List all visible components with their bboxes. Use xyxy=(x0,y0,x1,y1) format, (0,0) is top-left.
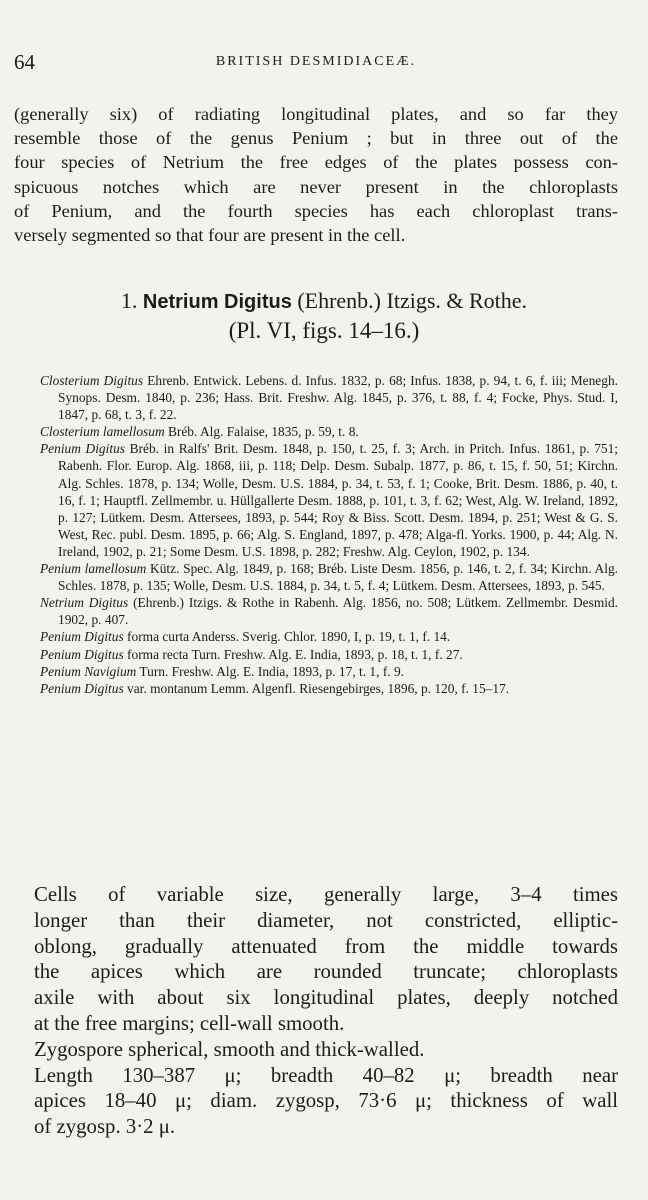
species-description xyxy=(14,882,618,1140)
species-number: 1. xyxy=(120,288,138,313)
intro-paragraph xyxy=(14,102,618,247)
intro-line: resemble those of the genus Penium ; but in three out of the xyxy=(14,128,618,149)
synonym-name: Closterium lamellosum xyxy=(40,424,165,440)
description-line: apices 18–40 μ; diam. zygosp, 73·6 μ; thickness of wall xyxy=(34,1089,618,1113)
synonym-entry xyxy=(40,628,618,645)
description-line: axile with about six longitudinal plates, deeply notched xyxy=(34,986,618,1010)
intro-line: (generally six) of radiating longitudinal plates, and so far they xyxy=(14,104,618,124)
synonym-citation: Bréb. in Ralfs' Brit. Desm. 1848, p. 150, t. 25, f. 3; Arch. in Pritch. Infus. 1861, p. 751; Rabenh. Flor. Europ. Alg. 1868, iii, p. 118; Delp. Desm. Subalp. 1877, p. 86, t. 15, f. 50, 51; Kirchn. Alg. Schles. 1878, p. 134; Wolle, Desm. U.S. 1884, p. 34, t. 53, f. 1; Cooke, Brit. Desm. 1886, p. 40, t. 16, f. 1; Hauptfl. Zellmembr. u. Hüllgallerte Desm. 1888, p. 101, t. 3, f. 62; West, Alg. W. Ireland, 1892, p. 127; Lütkem. Desm. Attersees, 1893, p. 544; Roy & Biss. Scott. Desm. 1894, p. 251; West & G. S. West, Rec. publ. Desm. 1895, p. 66; Alg. S. England, 1897, p. 478; Alga-fl. Yorks. 1900, p. 44; Alg. N. Ireland, 1902, p. 21; Some Desm. U.S. 1898, p. 282; Freshw. Alg. Ceylon, 1902, p. 134. xyxy=(58,441,618,559)
synonym-entry xyxy=(40,372,618,423)
synonym-name: Penium Digitus xyxy=(40,629,124,645)
description-line: Cells of variable size, generally large, 3–4 times xyxy=(34,883,618,906)
description-line: Length 130–387 μ; breadth 40–82 μ; breadth near xyxy=(34,1063,618,1087)
description-line: of zygosp. 3·2 μ. xyxy=(34,1115,176,1139)
page-header xyxy=(14,50,618,74)
synonym-name: Penium Digitus xyxy=(40,441,125,457)
page-number: 64 xyxy=(14,50,35,74)
description-line: oblong, gradually attenuated from the middle towards xyxy=(34,934,618,958)
intro-line: spicuous notches which are never present in the chloroplasts xyxy=(14,176,618,197)
synonym-entry xyxy=(40,440,618,560)
species-name: Netrium Digitus xyxy=(142,291,292,313)
synonym-citation: Ehrenb. Entwick. Lebens. d. Infus. 1832, p. 68; Infus. 1838, p. 94, t. 6, f. iii; Menegh. Synops. Desm. 1840, p. 236; Hass. Brit. Freshw. Alg. 1845, p. 376, t. 88, f. 4; Focke, Phys. Stud. I, 1847, p. 68, t. 3, f. 22. xyxy=(58,373,618,423)
synonym-entry xyxy=(40,663,618,680)
intro-line: of Penium, and the fourth species has each chloroplast trans- xyxy=(14,200,618,221)
description-line: the apices which are rounded truncate; chloroplasts xyxy=(34,960,618,984)
plate-reference: (Pl. VI, figs. 14–16.) xyxy=(228,318,420,343)
running-head: BRITISH DESMIDIACEÆ. xyxy=(215,54,417,69)
description-line: longer than their diameter, not constricted, elliptic- xyxy=(34,908,618,932)
synonym-entry xyxy=(40,594,618,628)
synonym-citation: Kütz. Spec. Alg. 1849, p. 168; Bréb. Liste Desm. 1856, p. 146, t. 2, f. 34; Kirchn. Alg. Schles. 1878, p. 135; Wolle, Desm. U.S. 1884, p. 34, t. 5, f. 4; Lütkem. Desm. Attersees, 1893, p. 545. xyxy=(58,561,618,594)
synonym-citation: Bréb. Alg. Falaise, 1835, p. 59, t. 8. xyxy=(164,424,359,440)
synonym-name: Penium Digitus xyxy=(40,680,124,696)
synonym-citation: forma recta Turn. Freshw. Alg. E. India, 1893, p. 18, t. 1, f. 27. xyxy=(123,646,463,662)
measurements xyxy=(14,1063,618,1140)
synonym-entry xyxy=(40,680,618,697)
description-line: at the free margins; cell-wall smooth. xyxy=(34,1011,345,1035)
cell-description xyxy=(14,882,618,1037)
synonym-entry xyxy=(40,646,618,663)
synonym-name: Closterium Digitus xyxy=(40,373,144,388)
synonym-name: Penium Digitus xyxy=(40,646,124,662)
synonym-name: Penium lamellosum xyxy=(40,561,147,577)
intro-line: versely segmented so that four are present in the cell. xyxy=(14,225,406,246)
zygospore-description xyxy=(14,1037,618,1063)
synonym-entry xyxy=(40,423,618,440)
species-heading xyxy=(0,283,648,320)
synonym-citation: var. montanum Lemm. Algenfl. Riesengebirges, 1896, p. 120, f. 15–17. xyxy=(123,680,510,696)
synonym-citation: Turn. Freshw. Alg. E. India, 1893, p. 17, t. 1, f. 9. xyxy=(136,663,405,679)
synonymy-list xyxy=(40,372,618,697)
synonym-citation: (Ehrenb.) Itzigs. & Rothe in Rabenh. Alg. 1856, no. 508; Lütkem. Zellmembr. Desmid. 1902, p. 407. xyxy=(58,595,618,628)
synonym-name: Netrium Digitus xyxy=(40,595,129,611)
intro-line: four species of Netrium the free edges of the plates possess con- xyxy=(14,152,618,173)
species-authority: (Ehrenb.) Itzigs. & Rothe. xyxy=(297,288,528,313)
synonym-name: Penium Navigium xyxy=(40,663,137,679)
synonym-citation: forma curta Anderss. Sverig. Chlor. 1890, I, p. 19, t. 1, f. 14. xyxy=(123,629,451,645)
synonym-entry xyxy=(40,560,618,594)
description-line: Zygospore spherical, smooth and thick-walled. xyxy=(34,1037,425,1061)
